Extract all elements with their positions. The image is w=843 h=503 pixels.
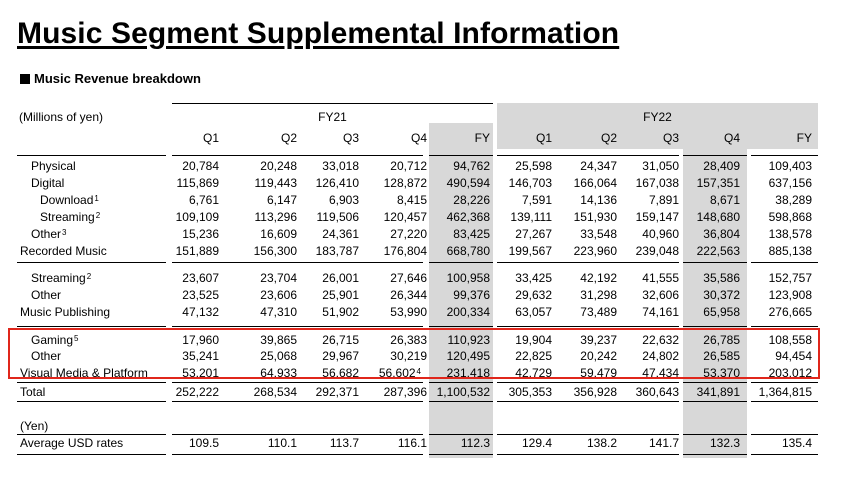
cell-value: 14,136 [580,193,617,207]
cell-value: 23,607 [182,271,219,285]
row-label [40,193,99,207]
total-row [0,384,843,401]
column-header: Q4 [410,131,427,145]
table-row [0,304,843,321]
cell-value: 17,960 [182,333,219,347]
column-header: Q2 [280,131,297,145]
rule [751,454,818,455]
cell-value: 27,267 [515,227,552,241]
cell-value: 119,506 [316,210,359,224]
cell-value: 292,371 [315,385,359,399]
cell-value: 23,704 [260,271,297,285]
cell-value: 47,132 [182,305,219,319]
rule [497,401,679,402]
cell-value: 22,825 [515,349,552,363]
rule [683,454,747,455]
cell-value: 223,960 [573,244,617,258]
column-header: Q1 [535,131,552,145]
cell-value: 146,703 [508,176,552,190]
cell-value: 341,891 [696,385,740,399]
row-label [20,244,107,258]
cell-value: 360,643 [635,385,679,399]
cell-value: 200,334 [446,305,490,319]
cell-value: 1,100,532 [436,385,490,399]
cell-value: 36,804 [703,227,740,241]
cell-value: 28,226 [453,193,490,207]
cell-value: 42,729 [515,366,552,380]
cell-value: 64,933 [260,366,297,380]
row-label-text: Digital [31,176,65,190]
cell-value: 33,548 [580,227,617,241]
rule [172,326,423,327]
cell-value: 94,454 [775,349,812,363]
cell-value: 123,908 [768,288,812,302]
rule [172,382,423,383]
cell-value: 110.1 [267,436,297,450]
cell-value: 6,147 [266,193,297,207]
table-row [0,192,843,209]
row-label [20,385,45,399]
cell-value: 126,410 [315,176,359,190]
cell-value: 30,372 [703,288,740,302]
row-label [31,159,76,173]
fy-header: FY22 [643,110,672,124]
rule [683,382,747,383]
footnote-marker: 2 [86,272,92,281]
cell-value: 668,780 [446,244,490,258]
column-header: Q1 [202,131,219,145]
cell-value: 73,489 [580,305,617,319]
rule [429,326,493,327]
cell-value: 183,787 [315,244,359,258]
cell-value: 157,351 [696,176,740,190]
cell-value: 26,383 [390,333,427,347]
cell-value: 110,923 [447,333,490,347]
cell-value: 53,370 [703,366,740,380]
cell-value: 83,425 [453,227,490,241]
rule [429,382,493,383]
cell-value: 166,064 [573,176,617,190]
cell-value: 25,068 [260,349,297,363]
cell-value: 47,310 [260,305,297,319]
cell-value: 27,646 [390,271,427,285]
rule [172,155,423,156]
cell-value: 287,396 [383,385,427,399]
cell-value: 26,585 [703,349,740,363]
cell-value: 128,872 [383,176,427,190]
rule [17,454,166,455]
cell-value: 108,558 [768,333,812,347]
row-label-text: Streaming [40,210,95,224]
cell-value: 885,138 [768,244,812,258]
cell-value: 35,241 [182,349,219,363]
cell-value: 32,606 [642,288,679,302]
cell-value: 29,632 [515,288,552,302]
cell-value: 151,930 [573,210,617,224]
row-label-text: Recorded Music [20,244,107,258]
cell-value: 23,606 [260,288,297,302]
cell-value: 176,804 [383,244,427,258]
cell-value: 116.1 [397,436,427,450]
row-label-text: Total [20,385,46,399]
row-label-text: Other [31,288,62,302]
cell-value: 59,479 [580,366,617,380]
cell-value: 141.7 [648,436,679,450]
cell-value: 29,967 [322,349,359,363]
table-row [0,175,843,192]
cell-value: 109,109 [175,210,219,224]
cell-value: 268,534 [253,385,297,399]
cell-value: 199,567 [508,244,552,258]
cell-value: 7,591 [521,193,552,207]
cell-value: 20,784 [182,159,219,173]
cell-value: 167,038 [635,176,679,190]
cell-value: 99,376 [453,288,490,302]
row-label-text: Other [31,349,62,363]
cell-value: 109.5 [188,436,219,450]
cell-value: 222,563 [696,244,740,258]
cell-value: 16,609 [260,227,297,241]
cell-value: 305,353 [508,385,552,399]
fy-header: FY21 [318,110,347,124]
cell-value: 22,632 [642,333,679,347]
rule [17,155,166,156]
cell-value: 7,891 [648,193,679,207]
rule [683,155,747,156]
cell-value: 26,715 [322,333,359,347]
rule [497,382,679,383]
column-header: Q3 [662,131,679,145]
square-bullet-icon [20,74,30,84]
cell-value: 132.3 [709,436,740,450]
cell-value: 6,903 [328,193,359,207]
cell-value: 35,586 [703,271,740,285]
rule [429,262,493,263]
cell-value: 25,598 [515,159,552,173]
cell-value: 120,457 [383,210,427,224]
table-row [0,243,843,260]
cell-value: 33,425 [515,271,552,285]
cell-value: 135.4 [781,436,812,450]
yen-row [0,418,843,435]
cell-value: 30,219 [390,349,427,363]
cell-value: 65,958 [703,305,740,319]
cell-value: 100,958 [446,271,490,285]
column-header: Q3 [342,131,359,145]
cell-value: 138,578 [768,227,812,241]
units-label: (Millions of yen) [19,110,104,124]
cell-value: 120,495 [446,349,490,363]
cell-value: 56,602$^4$ [378,366,421,380]
cell-value: 8,671 [709,193,740,207]
cell-value: 53,990 [390,305,427,319]
cell-value: 56,682 [322,366,359,380]
cell-value: 39,865 [260,333,297,347]
rule [751,155,818,156]
rule [17,401,166,402]
usd-row [0,435,843,452]
rule [172,103,493,104]
rule [429,401,493,402]
row-label [31,271,91,285]
cell-value: 23,525 [182,288,219,302]
rule [429,454,493,455]
table-row [0,270,843,287]
cell-value: 31,050 [642,159,679,173]
rule [17,382,166,383]
cell-value: 598,868 [768,210,812,224]
rule [172,262,423,263]
cell-value: 26,344 [390,288,427,302]
cell-value: 252,222 [175,385,219,399]
row-label-text: Average USD rates [20,436,124,450]
footnote-marker: 5 [74,334,79,343]
row-label-text: Visual Media & Platform [20,366,148,380]
cell-value: 8,415 [396,193,427,207]
cell-value: 119,443 [254,176,297,190]
cell-value: 20,712 [390,159,427,173]
cell-value: 159,147 [635,210,679,224]
rule [172,401,423,402]
section-subtitle [20,71,201,86]
table-row [0,226,843,243]
cell-value: 151,889 [175,244,219,258]
cell-value: 239,048 [635,244,679,258]
row-label-text: Other [31,227,62,241]
cell-value: 39,237 [580,333,617,347]
rule [172,454,423,455]
cell-value: 63,057 [515,305,552,319]
row-label-text: Download [40,193,94,207]
cell-value: 112.3 [460,436,490,450]
rule [751,401,818,402]
cell-value: 74,161 [642,305,679,319]
cell-value: 129.4 [521,436,552,450]
table-row [0,287,843,304]
cell-value: 24,802 [642,349,679,363]
cell-value: 41,555 [642,271,679,285]
cell-value: 20,242 [580,349,617,363]
row-label [40,210,100,224]
cell-value: 156,300 [253,244,297,258]
cell-value: 31,298 [580,288,617,302]
cell-value: 356,928 [573,385,617,399]
cell-value: 20,248 [260,159,297,173]
cell-value: 152,757 [768,271,812,285]
rule [497,155,679,156]
cell-value: 42,192 [580,271,617,285]
column-header: FY [474,131,490,145]
subtitle-text: Music Revenue breakdown [34,71,201,86]
rule [497,262,679,263]
cell-value: 25,901 [322,288,359,302]
cell-value: 113.7 [329,436,359,450]
cell-value: 24,361 [322,227,359,241]
cell-value: 15,236 [182,227,219,241]
cell-value: 94,762 [453,159,490,173]
yen-label: (Yen) [20,419,49,433]
cell-value: 109,403 [768,159,812,173]
rule [683,326,747,327]
footnote-marker: 4 [416,367,421,376]
cell-value: 27,220 [390,227,427,241]
cell-value: 276,665 [768,305,812,319]
rule [751,326,818,327]
cell-value: 26,785 [703,333,740,347]
cell-value: 490,594 [446,176,490,190]
rule [683,401,747,402]
row-label-text: Music Publishing [20,305,111,319]
cell-value: 138.2 [586,436,617,450]
column-header: Q2 [600,131,617,145]
highlight-box [8,328,820,379]
rule [17,262,166,263]
row-label-text: Physical [31,159,76,173]
footnote-marker: 2 [95,211,101,220]
rule [751,262,818,263]
cell-value: 53,201 [182,366,219,380]
cell-value: 113,296 [254,210,297,224]
row-label [31,176,64,190]
rule [683,262,747,263]
cell-value: 148,680 [696,210,740,224]
cell-value: 40,960 [642,227,679,241]
cell-value: 6,761 [188,193,219,207]
rule [497,454,679,455]
row-label [20,436,123,450]
column-header: Q4 [723,131,740,145]
column-header: FY [796,131,812,145]
cell-value: 203,012 [768,366,812,380]
page-title: Music Segment Supplemental Information [17,17,620,50]
row-label-text: Streaming [31,271,86,285]
cell-value: 231,418 [446,366,490,380]
cell-value: 47,434 [642,366,679,380]
rule [17,326,166,327]
cell-value: 637,156 [768,176,812,190]
cell-value: 139,111 [510,210,552,224]
row-label [20,305,110,319]
table-row [0,158,843,175]
cell-value: 24,347 [580,159,617,173]
rule [751,382,818,383]
rule [429,155,493,156]
cell-value: 1,364,815 [758,385,812,399]
cell-value: 38,289 [775,193,812,207]
cell-value: 33,018 [322,159,359,173]
row-label [31,227,66,241]
cell-value: 115,869 [176,176,219,190]
footnote-marker: 1 [94,194,99,203]
cell-value: 51,902 [322,305,359,319]
rule [497,326,679,327]
cell-value: 19,904 [515,333,552,347]
cell-value: 28,409 [703,159,740,173]
row-label-text: Gaming [31,333,74,347]
cell-value: 26,001 [322,271,359,285]
footnote-marker: 3 [62,228,67,237]
cell-value: 462,368 [446,210,490,224]
row-label [31,288,61,302]
table-row [0,209,843,226]
